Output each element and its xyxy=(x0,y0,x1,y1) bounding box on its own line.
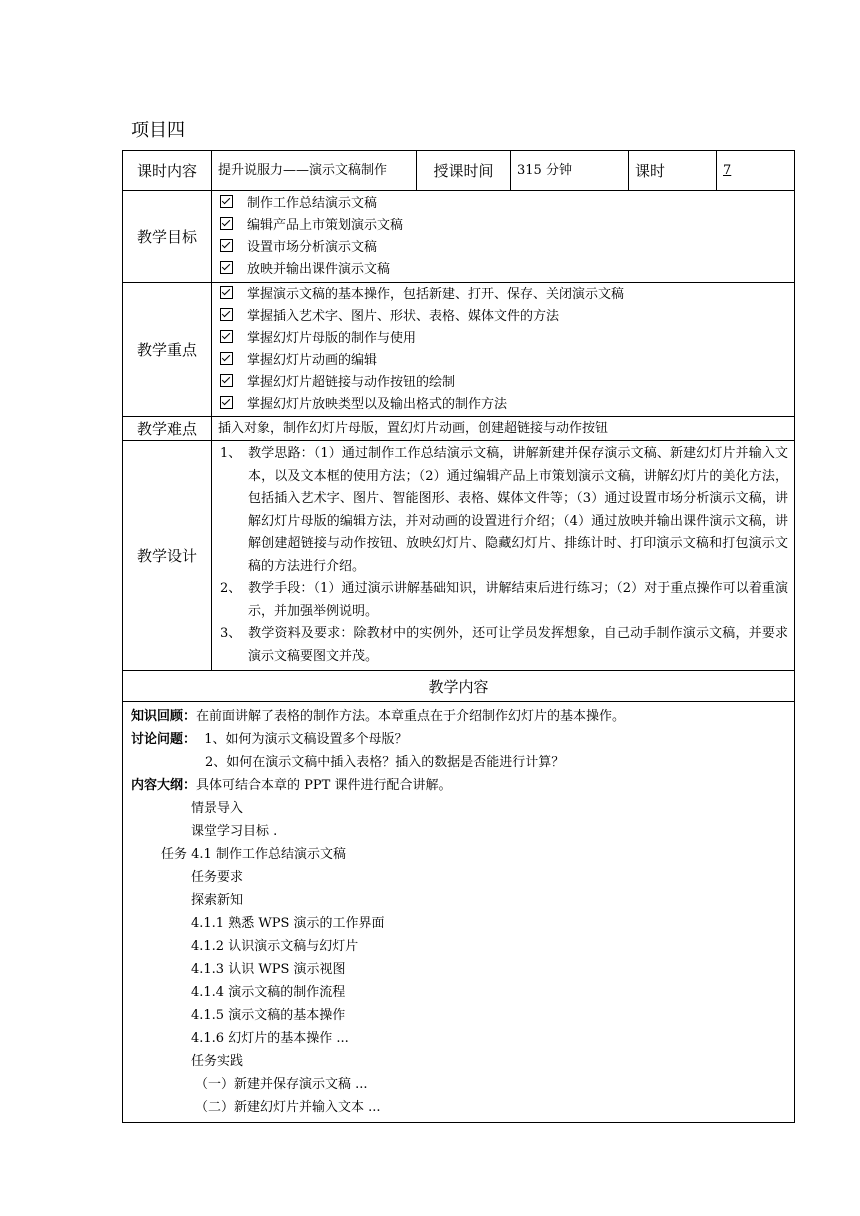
hours-label: 课时 xyxy=(629,151,717,191)
course-label: 课时内容 xyxy=(123,151,212,191)
key-points-row xyxy=(123,283,795,417)
difficulty-value: 插入对象，制作幻灯片母版，置幻灯片动画，创建超链接与动作按钮 xyxy=(212,417,795,441)
difficulty-row xyxy=(123,417,795,441)
outline-item: （二）新建幻灯片并输入文本 ... xyxy=(195,1100,381,1115)
checked-box-icon xyxy=(220,239,233,252)
discuss-line-2: 2、如何在演示文稿中插入表格？插入的数据是否能进行计算？ xyxy=(205,755,565,770)
outline-line: 内容大纲：具体可结合本章的 PPT 课件进行配合讲解。 xyxy=(131,778,452,793)
outline-item: 任务 4.1 制作工作总结演示文稿 xyxy=(161,847,346,862)
lesson-plan-table xyxy=(122,150,795,1123)
outline-item: 探索新知 xyxy=(191,893,244,908)
outline-item: 4.1.4 演示文稿的制作流程 xyxy=(191,985,346,1000)
time-value: 315 分钟 xyxy=(511,151,629,191)
key-point-item xyxy=(220,394,794,416)
outline-item: 任务实践 xyxy=(191,1054,244,1069)
key-point-item-text: 掌握插入艺术字、图片、形状、表格、媒体文件的方法 xyxy=(247,308,560,324)
goals-row xyxy=(123,191,795,283)
key-point-item xyxy=(220,372,794,394)
hours-value xyxy=(717,151,795,191)
outline-item: 情景导入 xyxy=(191,801,244,816)
key-point-item xyxy=(220,328,794,350)
design-label: 教学设计 xyxy=(123,441,212,671)
goals-label: 教学目标 xyxy=(123,191,212,283)
time-label: 授课时间 xyxy=(417,151,511,191)
key-points-list xyxy=(212,283,795,417)
outline-item: 课堂学习目标 . xyxy=(191,824,278,839)
goal-item xyxy=(220,215,794,237)
key-point-item xyxy=(220,306,794,328)
goal-item xyxy=(220,237,794,259)
difficulty-label: 教学难点 xyxy=(123,417,212,441)
outline-item: 4.1.1 熟悉 WPS 演示的工作界面 xyxy=(191,916,385,931)
outline-item: 4.1.5 演示文稿的基本操作 xyxy=(191,1008,346,1023)
checked-box-icon xyxy=(220,396,233,409)
checked-box-icon xyxy=(220,261,233,274)
content-heading: 教学内容 xyxy=(123,671,795,702)
outline-item: （一）新建并保存演示文稿 ... xyxy=(195,1077,368,1092)
outline-item: 4.1.3 认识 WPS 演示视图 xyxy=(191,962,346,977)
review-line: 知识回顾：在前面讲解了表格的制作方法。本章重点在于介绍制作幻灯片的基本操作。 xyxy=(131,709,626,724)
key-point-item-text: 掌握幻灯片超链接与动作按钮的绘制 xyxy=(247,374,456,390)
discuss-line: 讨论问题： 1、如何为演示文稿设置多个母版？ xyxy=(131,732,408,747)
checked-box-icon xyxy=(220,352,233,365)
outline-item: 4.1.2 认识演示文稿与幻灯片 xyxy=(191,939,359,954)
goal-item-text: 编辑产品上市策划演示文稿 xyxy=(247,217,404,233)
key-point-item-text: 掌握演示文稿的基本操作，包括新建、打开、保存、关闭演示文稿 xyxy=(247,286,625,302)
design-item-2: 2、 教学手段：（1）通过演示讲解基础知识，讲解结束后进行练习；（2）对于重点操作可以着重演示，并加强举例说明。 xyxy=(220,581,788,619)
project-title: 项目四 xyxy=(131,120,185,141)
checked-box-icon xyxy=(220,217,233,230)
goal-item-text: 制作工作总结演示文稿 xyxy=(247,195,378,211)
content-body xyxy=(123,702,795,1123)
design-item-3: 3、 教学资料及要求：除教材中的实例外，还可让学员发挥想象，自己动手制作演示文稿，并要求演示文稿要图文并茂。 xyxy=(220,626,788,664)
goal-item-text: 设置市场分析演示文稿 xyxy=(247,239,378,255)
key-point-item-text: 掌握幻灯片母版的制作与使用 xyxy=(247,330,417,346)
checked-box-icon xyxy=(220,195,233,208)
outline-item: 4.1.6 幻灯片的基本操作 ... xyxy=(191,1031,349,1046)
outline-list xyxy=(131,797,786,1119)
design-row xyxy=(123,441,795,671)
key-point-item-text: 掌握幻灯片动画的编辑 xyxy=(247,352,378,368)
content-heading-row xyxy=(123,671,795,702)
key-point-item-text: 掌握幻灯片放映类型以及输出格式的制作方法 xyxy=(247,396,508,412)
key-points-label: 教学重点 xyxy=(123,283,212,417)
goal-item-text: 放映并输出课件演示文稿 xyxy=(247,261,391,277)
checked-box-icon xyxy=(220,308,233,321)
checked-box-icon xyxy=(220,286,233,299)
goal-item xyxy=(220,193,794,215)
course-value: 提升说服力——演示文稿制作 xyxy=(212,151,417,191)
checked-box-icon xyxy=(220,330,233,343)
header-row xyxy=(123,151,795,191)
goals-list xyxy=(212,191,795,283)
content-row xyxy=(123,702,795,1123)
design-item-1: 1、 教学思路：（1）通过制作工作总结演示文稿，讲解新建并保存演示文稿、新建幻灯片并输入文本，以及文本框的使用方法；（2）通过编辑产品上市策划演示文稿，讲解幻灯片的美化方法，包括插入艺术字、图片、智能图形、表格、媒体文件等；（3）通过设置市场分析演示文稿，讲解幻灯片母版的编辑方法，并对动画的设置进行介绍；（4）通过放映并输出课件演示文稿，讲解创建超链接与动作按钮、放映幻灯片、隐藏幻灯片、排练计时、打印演示文稿和打包演示文稿的方法进行介绍。 xyxy=(220,446,788,574)
key-point-item xyxy=(220,284,794,306)
hours-value-text: 7 xyxy=(723,163,732,178)
outline-item: 任务要求 xyxy=(191,870,244,885)
key-point-item xyxy=(220,350,794,372)
goal-item xyxy=(220,259,794,281)
checked-box-icon xyxy=(220,374,233,387)
design-content xyxy=(212,441,795,671)
